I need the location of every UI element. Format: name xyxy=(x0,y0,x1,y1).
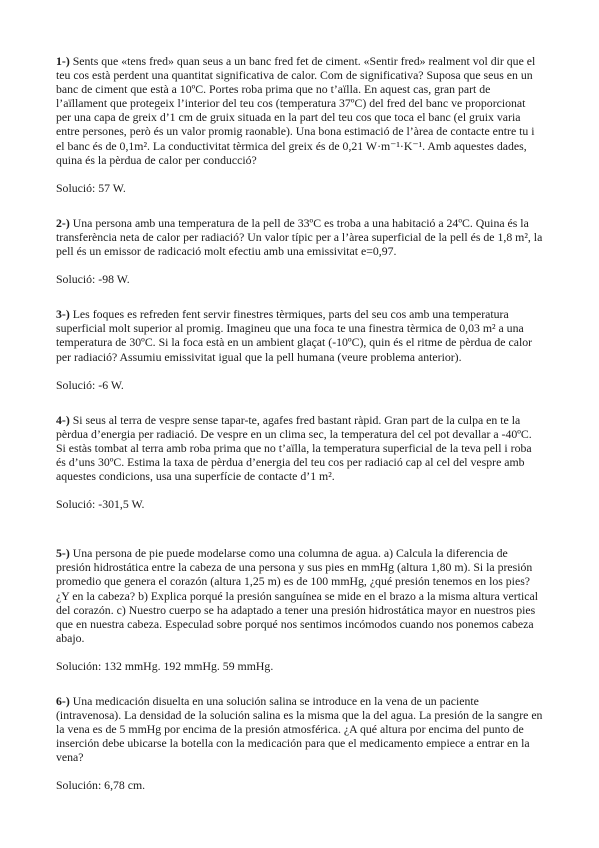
problem-1 xyxy=(56,54,543,167)
problem-number: 1-) xyxy=(56,54,70,68)
problem-number: 5-) xyxy=(56,546,70,561)
problem-5 xyxy=(56,546,543,645)
problem-6 xyxy=(56,694,543,764)
solution-3: Solució: -6 W. xyxy=(56,377,124,392)
solution-2: Solució: -98 W. xyxy=(56,272,130,287)
problem-number: 6-) xyxy=(56,694,70,708)
problem-text: Una persona de pie puede modelarse como una columna de agua. a) Calcula la diferencia de presión hidrostática entre la cabeza de una persona y sus pies en mmHg (altura 1,80 m). Si la presión promedio que genera el corazón (altura 1,25 m) es de 100 mmHg, ¿qué presión tenemos en los pies? ¿Y en la cabeza? b) Explica porqué la presión sanguínea se mide en el brazo a la misma altura vertical del corazón. c) Nuestro cuerpo se ha adaptado a tener una presión hidrostática mayor en nuestros pies que en nuestra cabeza. Especulad sobre porqué nos sentimos incómodos cuando nos ponemos cabeza abajo. xyxy=(56,546,539,645)
solution-4: Solució: -301,5 W. xyxy=(56,497,145,512)
problem-text: Les foques es refreden fent servir finestres tèrmiques, parts del seu cos amb una temperatura superficial molt superior al promig. Imagineu que una foca te una finestra tèrmica de 0,03 m² a una temperatura de 30ºC. Si la foca està en un ambient glaçat (-10ºC), quin és el ritme de pèrdua de calor per radiació? Assumiu emissivitat igual que la pell humana (veure problema anterior). xyxy=(56,307,533,364)
problem-3 xyxy=(56,307,543,363)
problem-text: Una persona amb una temperatura de la pell de 33ºC es troba a una habitació a 24ºC. Quina és la transferència neta de calor per radiació? Un valor típic per a l’àrea superficial de la pell és de 1,8 m², la pell és un emissor de radicació molt efectiu amb una emissivitat e=0,97. xyxy=(56,215,543,259)
problem-text: Si seus al terra de vespre sense tapar-te, agafes fred bastant ràpid. Gran part de la culpa en te la pèrdua d’energia per radiació. De vespre en un clima sec, la temperatura del cel pot devallar a -40ºC. Si estàs tombat al terra amb roba prima que no t’aïlla, la temperatura superficial de la teva pell i roba és d’uns 30ºC. Estima la taxa de pèrdua d’energia del teu cos per radiació cap al cel del vespre amb aquestes condicions, usa una superfície de contacte d’1 m². xyxy=(56,412,532,484)
solution-1: Solució: 57 W. xyxy=(56,180,126,195)
problem-2 xyxy=(56,216,543,258)
problem-4 xyxy=(56,413,543,483)
problem-number: 2-) xyxy=(56,215,70,230)
problem-number: 3-) xyxy=(56,307,70,322)
problem-number: 4-) xyxy=(56,412,70,427)
solution-6: Solución: 6,78 cm. xyxy=(56,778,146,793)
problem-text: Sents que «tens fred» quan seus a un banc fred fet de ciment. «Sentir fred» realment vol dir que el teu cos està perdent una quantitat significativa de calor. Com de significativa? Suposa que seus en un banc de ciment que està a 10ºC. Portes roba prima que no t’aïlla. En aquest cas, gran part de l’aïllament que protegeix l’interior del teu cos (temperatura 37ºC) del fred del banc ve proporcionat per una capa de greix d’1 cm de gruix situada en la part del teu cos que toca el banc (el gruix varia entre persones, però és un valor promig raonable). Una bona estimació de l’àrea de contacte entre tu i el banc és de 0,1m². La conductivitat tèrmica del greix és de 0,21 W·m⁻¹·K⁻¹. Amb aquestes dades, quina és la pèrdua de calor per conducció? xyxy=(56,54,536,167)
problem-text: Una medicación disuelta en una solución salina se introduce en la vena de un paciente (intravenosa). La densidad de la solución salina es la misma que la del agua. La presión de la sangre en la vena es de 5 mmHg por encima de la presión atmosférica. ¿A qué altura por encima del punto de inserción debe ubicarse la botella con la medicación para que el medicamento empiece a entrar en la vena? xyxy=(56,694,543,765)
solution-5: Solución: 132 mmHg. 192 mmHg. 59 mmHg. xyxy=(56,658,274,673)
